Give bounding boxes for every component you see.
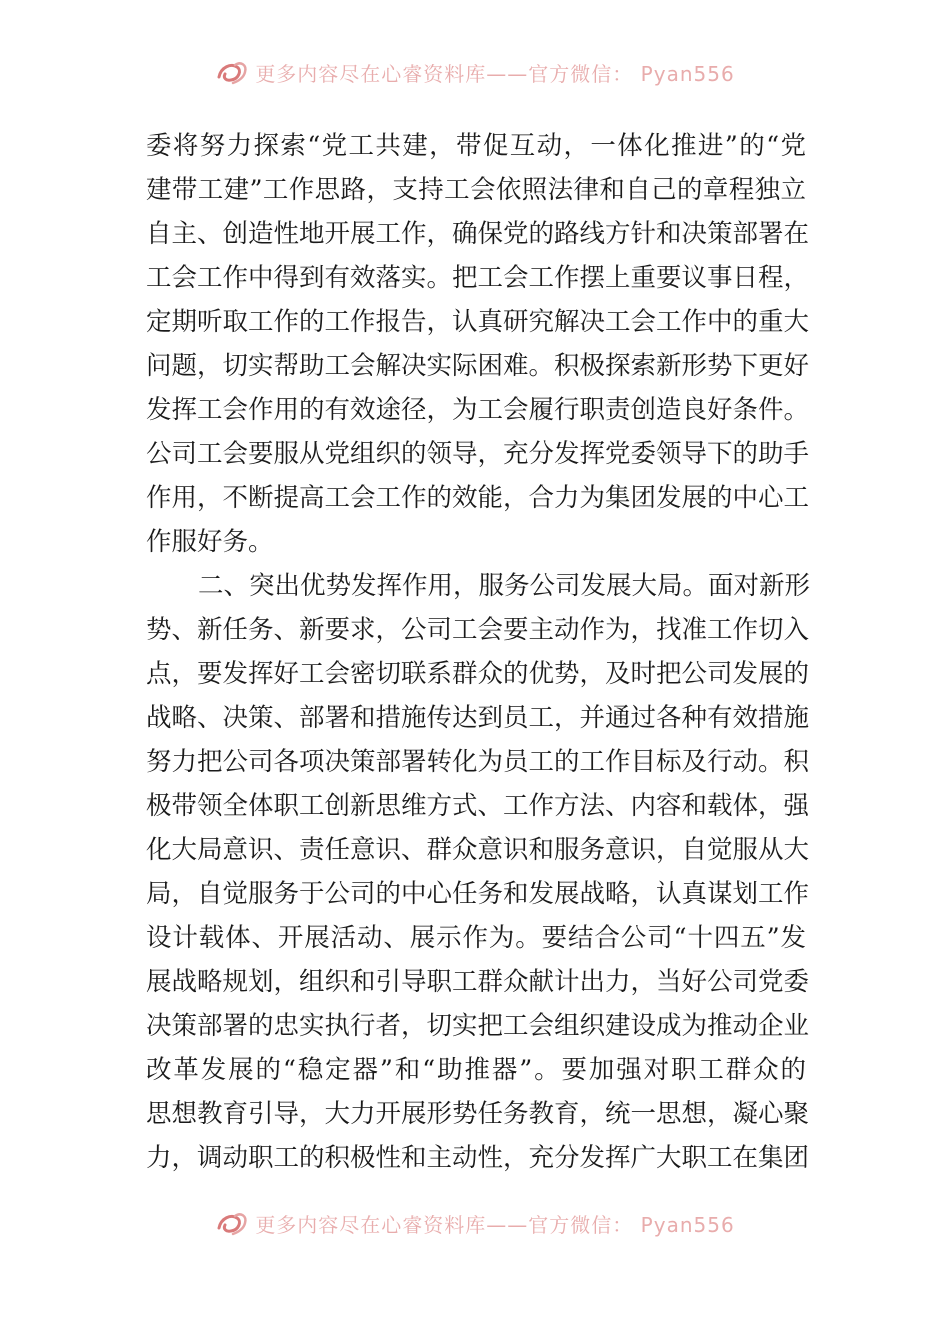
text-line: 公司工会要服从党组织的领导，充分发挥党委领导下的助手	[146, 439, 810, 469]
text-line: 设计载体、开展活动、展示作为。要结合公司“十四五”发	[146, 923, 806, 953]
text-line: 战略、决策、部署和措施传达到员工，并通过各种有效措施	[146, 703, 810, 733]
text-line: 化大局意识、责任意识、群众意识和服务意识，自觉服从大	[146, 835, 810, 865]
text-line: 问题，切实帮助工会解决实际困难。积极探索新形势下更好	[146, 351, 810, 381]
text-line: 力，调动职工的积极性和主动性，充分发挥广大职工在集团	[146, 1143, 810, 1173]
paragraph-2	[146, 564, 811, 1180]
text-line: 工会工作中得到有效落实。把工会工作摆上重要议事日程，	[146, 263, 810, 293]
text-line: 自主、创造性地开展工作，确保党的路线方针和决策部署在	[146, 219, 810, 249]
text-line: 作用，不断提高工会工作的效能，合力为集团发展的中心工	[146, 483, 810, 513]
text-line: 极带领全体职工创新思维方式、工作方法、内容和载体，强	[146, 791, 810, 821]
document-body	[146, 124, 811, 1180]
text-line: 作服好务。	[146, 527, 274, 557]
text-line: 决策部署的忠实执行者，切实把工会组织建设成为推动企业	[146, 1011, 810, 1041]
text-line: 二、突出优势发挥作用，服务公司发展大局。面对新形	[198, 571, 811, 601]
watermark-text: 更多内容尽在心睿资料库——官方微信： Pyan556	[255, 61, 735, 86]
text-line: 委将努力探索“党工共建，带促互动，一体化推进”的“党	[146, 131, 806, 161]
header-watermark	[0, 52, 950, 92]
text-line: 建带工建”工作思路，支持工会依照法律和自己的章程独立	[146, 175, 806, 205]
text-line: 发挥工会作用的有效途径，为工会履行职责创造良好条件。	[146, 395, 810, 425]
text-line: 定期听取工作的工作报告，认真研究解决工会工作中的重大	[146, 307, 810, 337]
text-line: 努力把公司各项决策部署转化为员工的工作目标及行动。积	[146, 747, 810, 777]
text-line: 展战略规划，组织和引导职工群众献计出力，当好公司党委	[146, 967, 810, 997]
watermark-text: 更多内容尽在心睿资料库——官方微信： Pyan556	[255, 1212, 735, 1237]
text-line: 势、新任务、新要求，公司工会要主动作为，找准工作切入	[146, 615, 810, 645]
footer-watermark	[0, 1203, 950, 1243]
text-line: 思想教育引导，大力开展形势任务教育，统一思想，凝心聚	[146, 1099, 810, 1129]
watermark-logo-icon	[215, 59, 249, 85]
text-line: 改革发展的“稳定器”和“助推器”。要加强对职工群众的	[146, 1055, 806, 1085]
watermark-logo-icon	[215, 1210, 249, 1236]
text-line: 局，自觉服务于公司的中心任务和发展战略，认真谋划工作	[146, 879, 810, 909]
text-line: 点，要发挥好工会密切联系群众的优势，及时把公司发展的	[146, 659, 810, 689]
paragraph-1	[146, 124, 810, 564]
